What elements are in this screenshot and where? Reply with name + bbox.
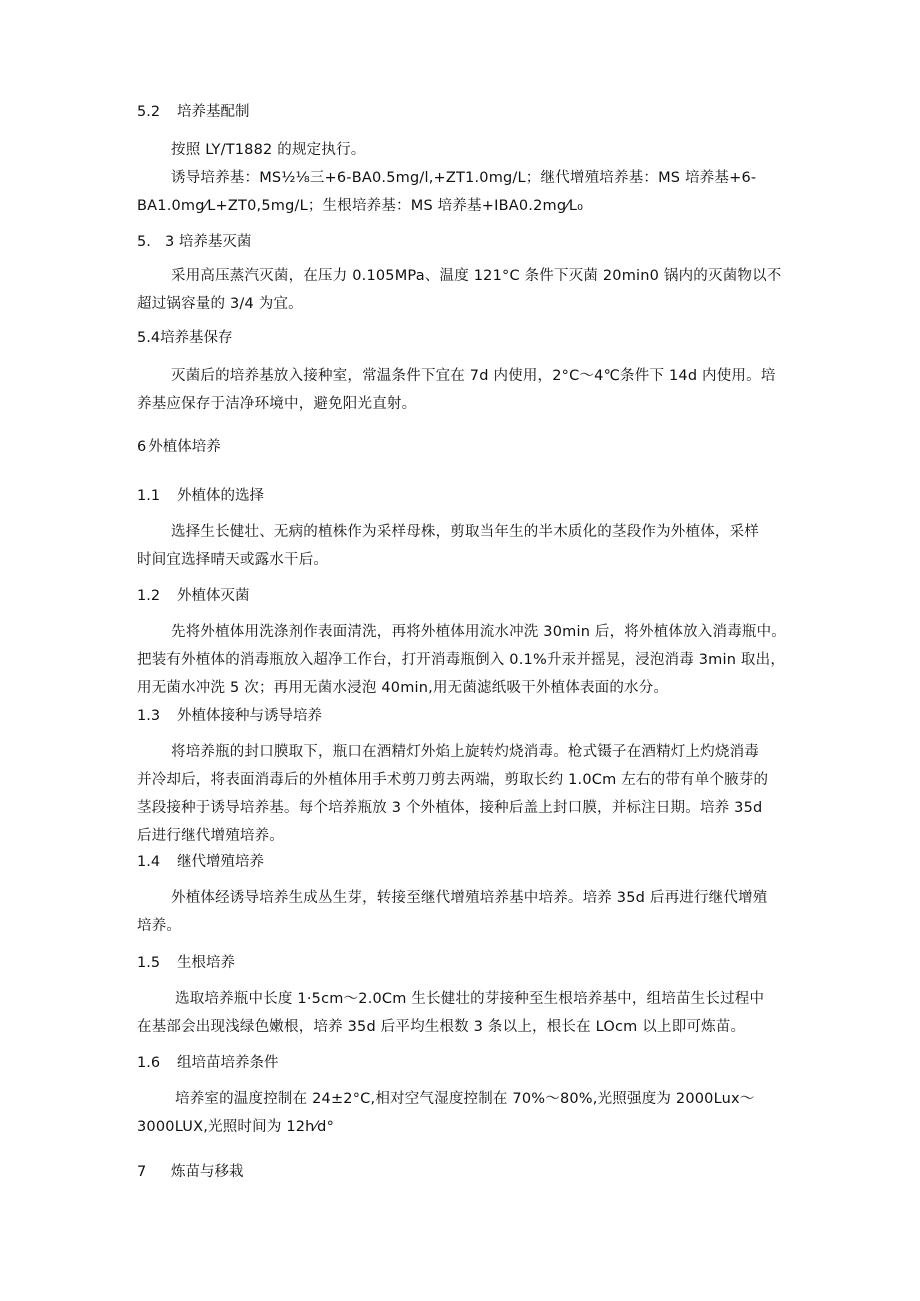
section-heading-1-1 xyxy=(137,486,264,506)
text-line: 茎段接种于诱导培养基。每个培养瓶放 3 个外植体，接种后盖上封口膜，并标注日期。培养 35d xyxy=(137,800,763,816)
text-line: 3000LUX,光照时间为 12h⁄d° xyxy=(137,1119,335,1135)
section-heading-5-4 xyxy=(137,328,233,348)
text-line: 培养室的温度控制在 24±2°C,相对空气湿度控制在 70%～80%,光照强度为 2000Lux～ xyxy=(175,1091,755,1107)
section-title: 炼苗与移栽 xyxy=(171,1164,244,1180)
section-number: 5.4 xyxy=(137,330,161,346)
section-number: 1.3 xyxy=(137,708,161,724)
section-heading-7 xyxy=(137,1162,244,1182)
text-line: BA1.0mg⁄L+ZT0,5mg/L；生根培养基：MS 培养基+IBA0.2mg⁄L₀ xyxy=(137,198,584,214)
section-number: 1.2 xyxy=(137,588,161,604)
section-title: 外植体灭菌 xyxy=(177,588,250,604)
section-number: 5.2 xyxy=(137,104,161,120)
section-heading-5-3 xyxy=(137,232,251,252)
text-line: 培养。 xyxy=(137,918,182,934)
text-line: 超过锅容量的 3/4 为宜。 xyxy=(137,296,303,312)
text-line: 将培养瓶的封口膜取下，瓶口在酒精灯外焰上旋转灼烧消毒。枪式镊子在酒精灯上灼烧消毒 xyxy=(171,744,759,760)
paragraph-5-4 xyxy=(137,362,787,418)
section-title: 培养基保存 xyxy=(160,330,233,346)
paragraph-1-1 xyxy=(137,518,787,574)
section-number: 1.1 xyxy=(137,488,161,504)
section-heading-1-3 xyxy=(137,706,322,726)
section-number: 1.4 xyxy=(137,854,161,870)
text-line: 采用高压蒸汽灭菌，在压力 0.105MPa、温度 121°C 条件下灭菌 20min0 锅内的灭菌物以不 xyxy=(171,268,782,284)
text-line: 外植体经诱导培养生成丛生芽，转接至继代增殖培养基中培养。培养 35d 后再进行继代增殖 xyxy=(171,890,768,906)
section-number: 6 xyxy=(137,439,147,455)
text-line: 选择生长健壮、无病的植株作为采样母株，剪取当年生的半木质化的茎段作为外植体，采样 xyxy=(171,524,759,540)
section-heading-5-2 xyxy=(137,102,250,122)
paragraph-1-4 xyxy=(137,884,787,940)
section-number: 1.5 xyxy=(137,955,161,971)
text-line: 在基部会出现浅绿色嫩根，培养 35d 后平均生根数 3 条以上，根长在 LOcm 以上即可炼苗。 xyxy=(137,1019,746,1035)
text-line: 先将外植体用洗涤剂作表面清洗，再将外植体用流水冲洗 30min 后，将外植体放入消毒瓶中。 xyxy=(171,624,787,640)
section-heading-1-4 xyxy=(137,852,264,872)
section-heading-1-5 xyxy=(137,953,235,973)
section-heading-6 xyxy=(137,437,221,457)
section-title: 组培苗培养条件 xyxy=(177,1055,279,1071)
paragraph-1-2 xyxy=(137,618,787,702)
paragraph-5-3 xyxy=(137,262,787,318)
section-title: 外植体接种与诱导培养 xyxy=(177,708,322,724)
section-title: 3 培养基灭菌 xyxy=(165,234,252,250)
text-line: 后进行继代增殖培养。 xyxy=(137,828,284,844)
section-title: 生根培养 xyxy=(177,955,235,971)
paragraph-1-5 xyxy=(137,985,787,1041)
text-line: 灭菌后的培养基放入接种室，常温条件下宜在 7d 内使用，2°C～4℃条件下 14d 内使用。培 xyxy=(171,368,776,384)
text-line: 按照 LY/T1882 的规定执行。 xyxy=(171,142,366,158)
section-number: 5. xyxy=(137,234,151,250)
section-heading-1-6 xyxy=(137,1053,279,1073)
text-line: 并冷却后，将表面消毒后的外植体用手术剪刀剪去两端，剪取长约 1.0Cm 左右的带有单个腋芽的 xyxy=(137,772,769,788)
section-title: 外植体培养 xyxy=(148,439,221,455)
section-heading-1-2 xyxy=(137,586,250,606)
paragraph-1-6 xyxy=(137,1085,787,1141)
section-title: 培养基配制 xyxy=(177,104,250,120)
text-line: 用无菌水冲洗 5 次；再用无菌水浸泡 40min,用无菌滤纸吸干外植体表面的水分。 xyxy=(137,680,669,696)
text-line: 诱导培养基：MS½⅛三+6-BA0.5mg/l,+ZT1.0mg/L；继代增殖培养基：MS 培养基+6- xyxy=(171,170,757,186)
text-line: 时间宜选择晴天或露水干后。 xyxy=(137,552,329,568)
text-line: 选取培养瓶中长度 1·5cm～2.0Cm 生长健壮的芽接种至生根培养基中，组培苗生长过程中 xyxy=(175,991,765,1007)
section-number: 1.6 xyxy=(137,1055,161,1071)
text-line: 把装有外植体的消毒瓶放入超净工作台，打开消毒瓶倒入 0.1%升汞并摇晃，浸泡消毒 3min 取出， xyxy=(137,652,786,668)
section-title: 外植体的选择 xyxy=(177,488,264,504)
section-title: 继代增殖培养 xyxy=(177,854,264,870)
section-number: 7 xyxy=(137,1164,147,1180)
text-line: 养基应保存于洁净环境中，避免阳光直射。 xyxy=(137,396,417,412)
paragraph-5-2 xyxy=(137,136,787,220)
paragraph-1-3 xyxy=(137,738,787,850)
